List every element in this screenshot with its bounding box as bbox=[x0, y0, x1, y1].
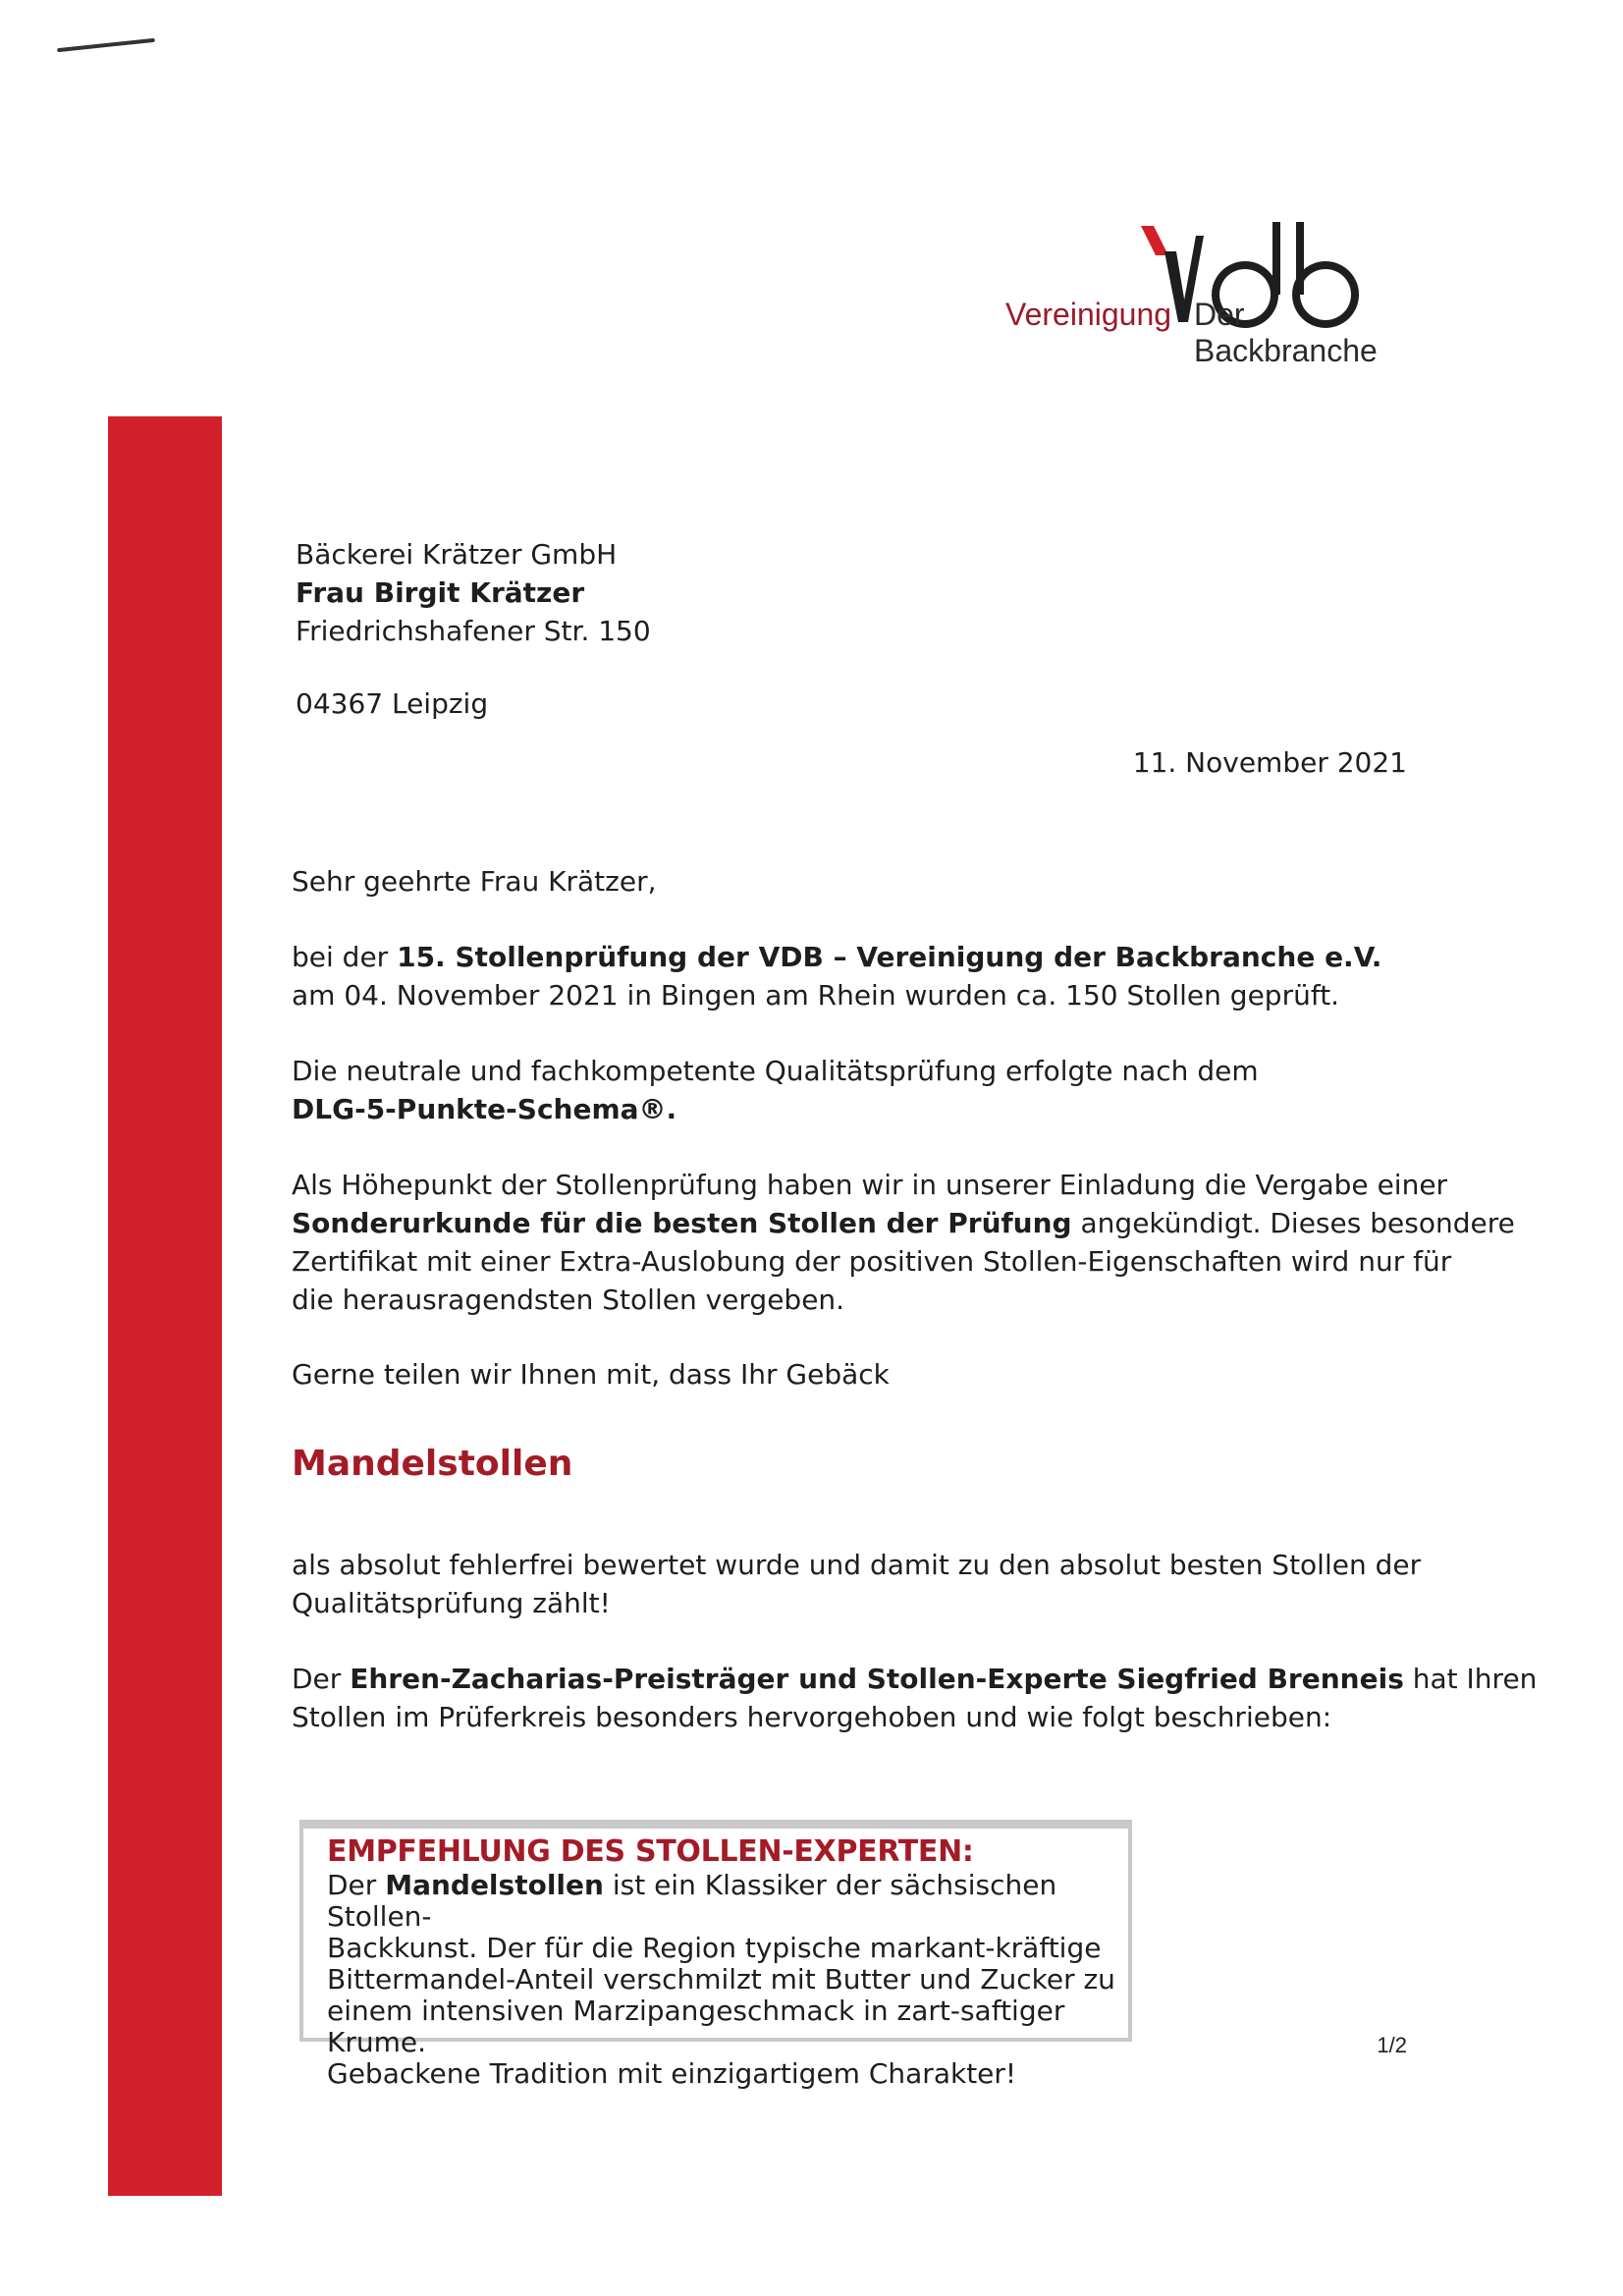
rec-after-bold: ist ein Klassiker der sächsischen Stollen- bbox=[327, 1869, 1057, 1933]
paragraph-3 bbox=[292, 1166, 1515, 1319]
rec-line4: einem intensiven Marzipangeschmack in zart-saftiger Krume. bbox=[327, 1995, 1065, 2058]
p3-line4: die herausragendsten Stollen vergeben. bbox=[292, 1284, 845, 1316]
p6-after-bold: hat Ihren bbox=[1403, 1663, 1538, 1695]
expert-recommendation-box bbox=[299, 1820, 1132, 2090]
salutation: Sehr geehrte Frau Krätzer, bbox=[292, 865, 657, 898]
p5-line1: als absolut fehlerfrei bewertet wurde und damit zu den absolut besten Stollen der bbox=[292, 1549, 1422, 1581]
recipient-address bbox=[296, 535, 651, 650]
logo-left-text: Vereinigung bbox=[1005, 297, 1172, 332]
paragraph-5 bbox=[292, 1546, 1421, 1622]
paragraph-1 bbox=[292, 938, 1381, 1014]
rec-line3: Bittermandel-Anteil verschmilzt mit Butter und Zucker zu bbox=[327, 1963, 1115, 1995]
rec-line2: Backkunst. Der für die Region typische markant-kräftige bbox=[327, 1932, 1102, 1964]
paragraph-4: Gerne teilen wir Ihnen mit, dass Ihr Gebäck bbox=[292, 1358, 890, 1391]
p3-bold: Sonderurkunde für die besten Stollen der Prüfung bbox=[292, 1207, 1072, 1239]
rec-bold: Mandelstollen bbox=[385, 1869, 604, 1901]
recommendation-body bbox=[327, 1870, 1122, 2090]
p1-line2: am 04. November 2021 in Bingen am Rhein wurden ca. 150 Stollen geprüft. bbox=[292, 979, 1340, 1011]
red-side-bar bbox=[108, 416, 222, 2196]
recipient-company: Bäckerei Krätzer GmbH bbox=[296, 538, 618, 571]
p3-after-bold: angekündigt. Dieses besondere bbox=[1071, 1207, 1515, 1239]
product-name: Mandelstollen bbox=[292, 1444, 573, 1484]
p5-line2: Qualitätsprüfung zählt! bbox=[292, 1587, 611, 1619]
paragraph-6 bbox=[292, 1660, 1537, 1736]
recipient-name: Frau Birgit Krätzer bbox=[296, 576, 585, 609]
recipient-street: Friedrichshafener Str. 150 bbox=[296, 615, 651, 647]
p2-line1: Die neutrale und fachkompetente Qualitätsprüfung erfolgte nach dem bbox=[292, 1055, 1259, 1087]
p6-bold: Ehren-Zacharias-Preisträger und Stollen-Experte Siegfried Brenneis bbox=[350, 1663, 1404, 1695]
page-number: 1/2 bbox=[1377, 2033, 1407, 2057]
logo-right-text: Der Backbranche bbox=[1194, 297, 1378, 368]
p1-bold: 15. Stollenprüfung der VDB – Vereinigung der Backbranche e.V. bbox=[397, 941, 1382, 973]
recommendation-title: EMPFEHLUNG DES STOLLEN-EXPERTEN: bbox=[327, 1834, 974, 1869]
p6-line2: Stollen im Prüferkreis besonders hervorgehoben und wie folgt beschrieben: bbox=[292, 1701, 1332, 1733]
scan-mark bbox=[57, 38, 155, 52]
p6-pre: Der bbox=[292, 1663, 351, 1695]
letter-date: 11. November 2021 bbox=[1132, 746, 1407, 779]
paragraph-2 bbox=[292, 1052, 1259, 1128]
p3-line3: Zertifikat mit einer Extra-Auslobung der positiven Stollen-Eigenschaften wird nur für bbox=[292, 1245, 1452, 1278]
p2-bold: DLG-5-Punkte-Schema®. bbox=[292, 1093, 677, 1125]
vdb-logo bbox=[992, 206, 1434, 368]
recipient-city: 04367 Leipzig bbox=[296, 687, 489, 720]
p1-pre: bei der bbox=[292, 941, 398, 973]
rec-line5: Gebackene Tradition mit einzigartigem Charakter! bbox=[327, 2057, 1017, 2090]
p3-line1: Als Höhepunkt der Stollenprüfung haben wir in unserer Einladung die Vergabe einer bbox=[292, 1169, 1448, 1201]
rec-pre: Der bbox=[327, 1869, 386, 1901]
